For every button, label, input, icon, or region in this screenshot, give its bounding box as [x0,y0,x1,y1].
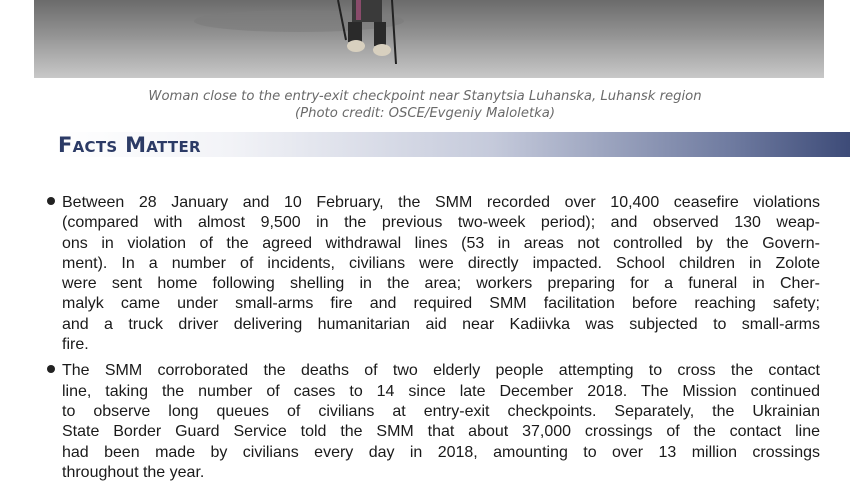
bullet-1-line: were sent home following shelling in the area; workers preparing for a funeral in Cher- [62,275,820,293]
bullet-item-2 [44,361,820,483]
bullet-2-line: had been made by civilians every day in 2018, amounting to over 13 million crossings [62,443,820,461]
photo-ground [34,40,824,78]
photo-caption-line1: Woman close to the entry-exit checkpoint near Stanytsia Luhanska, Luhansk region [148,89,702,104]
bullet-1-line: Between 28 January and 10 February, the SMM recorded over 10,400 ceasefire violations [62,194,820,211]
bullet-1-line: (compared with almost 9,500 in the previous two-week period); and observed 130 weap- [62,214,820,232]
photo-caption-line2: (Photo credit: OSCE/Evgeniy Maloletka) [295,106,555,121]
checkpoint-photo [34,0,824,78]
bullet-dot-icon [47,365,55,373]
woman-figure-illustration [334,0,424,70]
bullet-1-line: and a truck driver delivering humanitarian aid near Kadiivka was subjected to small-arms [62,315,820,333]
bullet-1-line: malyk came under small-arms fire and required SMM facilitation before reaching safety; [62,295,820,313]
bullet-list [44,193,820,489]
section-banner [55,132,850,157]
bullet-item-1 [44,193,820,355]
bullet-2-line: throughout the year. [62,463,205,481]
bullet-1-line: ons in violation of the agreed withdrawal lines (53 in areas not controlled by the Govern- [62,234,820,252]
bullet-2-line: The SMM corroborated the deaths of two elderly people attempting to cross the contact [62,362,820,380]
bullet-1-line: fire. [62,336,89,354]
bullet-2-line: to observe long queues of civilians at entry-exit checkpoints. Separately, the Ukrainian [62,402,820,420]
bullet-2-line: State Border Guard Service told the SMM that about 37,000 crossings of the contact line [62,423,820,441]
bullet-dot-icon [47,197,55,205]
bullet-2-line: line, taking the number of cases to 14 since late December 2018. The Mission continued [62,382,820,400]
section-title: Facts Matter [58,133,201,157]
bullet-1-line: ment). In a number of incidents, civilians were directly impacted. School children in Zolote [62,254,820,272]
